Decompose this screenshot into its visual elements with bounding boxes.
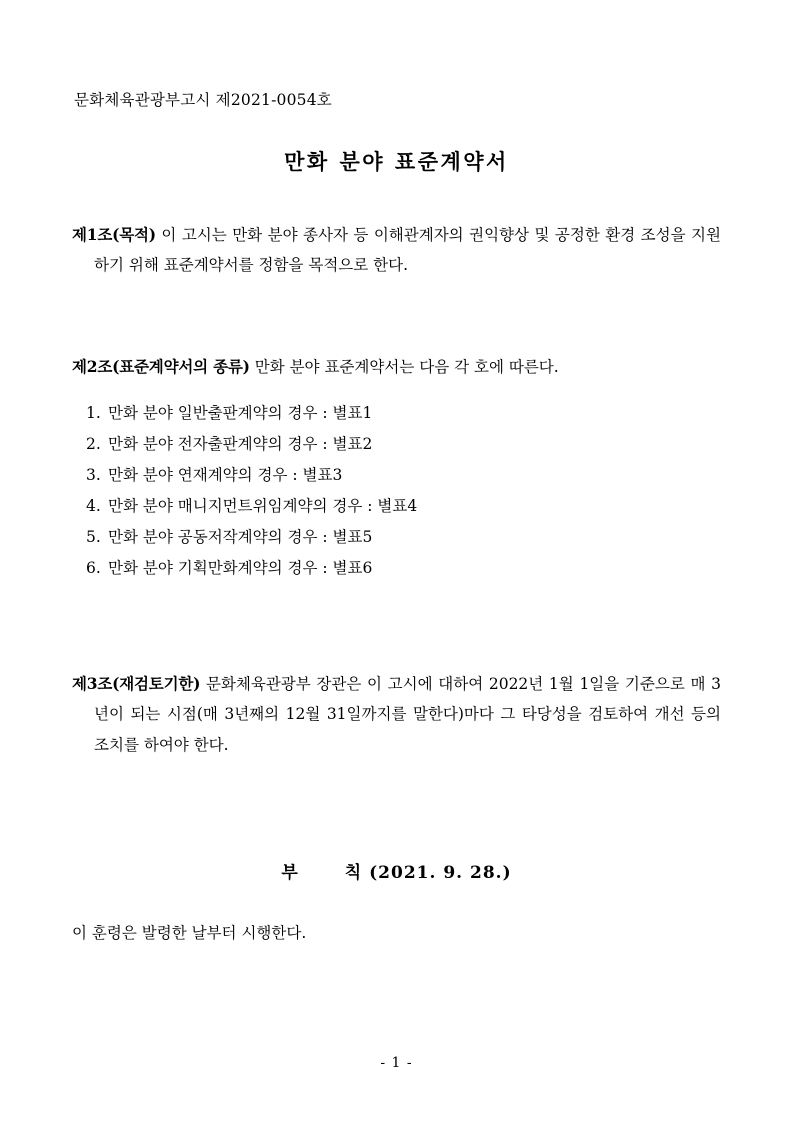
page-number: - 1 - [380, 1055, 413, 1071]
article-2-list [72, 398, 721, 584]
addendum-body: 이 훈령은 발령한 날부터 시행한다. [72, 923, 307, 942]
article-1-label: 제1조(목적) [72, 225, 156, 244]
article-3-text: 문화체육관광부 장관은 이 고시에 대하여 2022년 1월 1일을 기준으로 매 3년이 되는 시점(매 3년째의 12월 31일까지를 말한다)마다 그 타당성을 검토하여 개선 등의 조치를 하여야 한다. [94, 675, 721, 754]
list-item-label: 만화 분야 기획만화계약의 경우 : 별표6 [108, 558, 373, 577]
notice-number: 문화체육관광부고시 제2021-0054호 [74, 91, 332, 109]
article-1-paragraph [72, 220, 721, 280]
list-item-label: 만화 분야 일반출판계약의 경우 : 별표1 [108, 403, 373, 422]
list-item-number: 3. [86, 465, 101, 484]
article-1-text: 이 고시는 만화 분야 종사자 등 이해관계자의 권익향상 및 공정한 환경 조성을 지원하기 위해 표준계약서를 정함을 목적으로 한다. [94, 226, 721, 275]
page-title: 만화 분야 표준계약서 [284, 149, 509, 174]
article-2-text: 만화 분야 표준계약서는 다음 각 호에 따른다. [249, 357, 559, 376]
list-item-number: 4. [86, 496, 101, 515]
addendum-heading-right: 칙 (2021. 9. 28.) [344, 862, 512, 883]
spacer-3 [72, 786, 721, 830]
list-item [86, 398, 721, 429]
list-item-number: 2. [86, 434, 101, 453]
article-3-paragraph [72, 669, 721, 760]
spacer-1 [72, 306, 721, 336]
article-2-paragraph [72, 352, 721, 382]
spacer-2 [72, 610, 721, 654]
list-item-label: 만화 분야 매니지먼트위임계약의 경우 : 별표4 [108, 496, 418, 515]
list-item-number: 5. [86, 527, 101, 546]
list-item [86, 522, 721, 553]
list-item-number: 6. [86, 558, 101, 577]
article-2-label: 제2조(표준계약서의 종류) [72, 356, 250, 376]
addendum-heading [72, 858, 721, 883]
list-item-label: 만화 분야 공동저작계약의 경우 : 별표5 [108, 527, 373, 546]
addendum-heading-left: 부 [281, 862, 299, 883]
list-item [86, 460, 721, 491]
list-item [86, 429, 721, 460]
list-item-label: 만화 분야 연재계약의 경우 : 별표3 [108, 465, 343, 484]
article-2 [72, 352, 721, 584]
list-item-label: 만화 분야 전자출판계약의 경우 : 별표2 [108, 434, 373, 453]
list-item-number: 1. [86, 403, 101, 422]
article-1 [72, 220, 721, 280]
article-3-label: 제3조(재검토기한) [72, 674, 201, 694]
article-3 [72, 669, 721, 760]
list-item [86, 491, 721, 522]
list-item [86, 553, 721, 584]
